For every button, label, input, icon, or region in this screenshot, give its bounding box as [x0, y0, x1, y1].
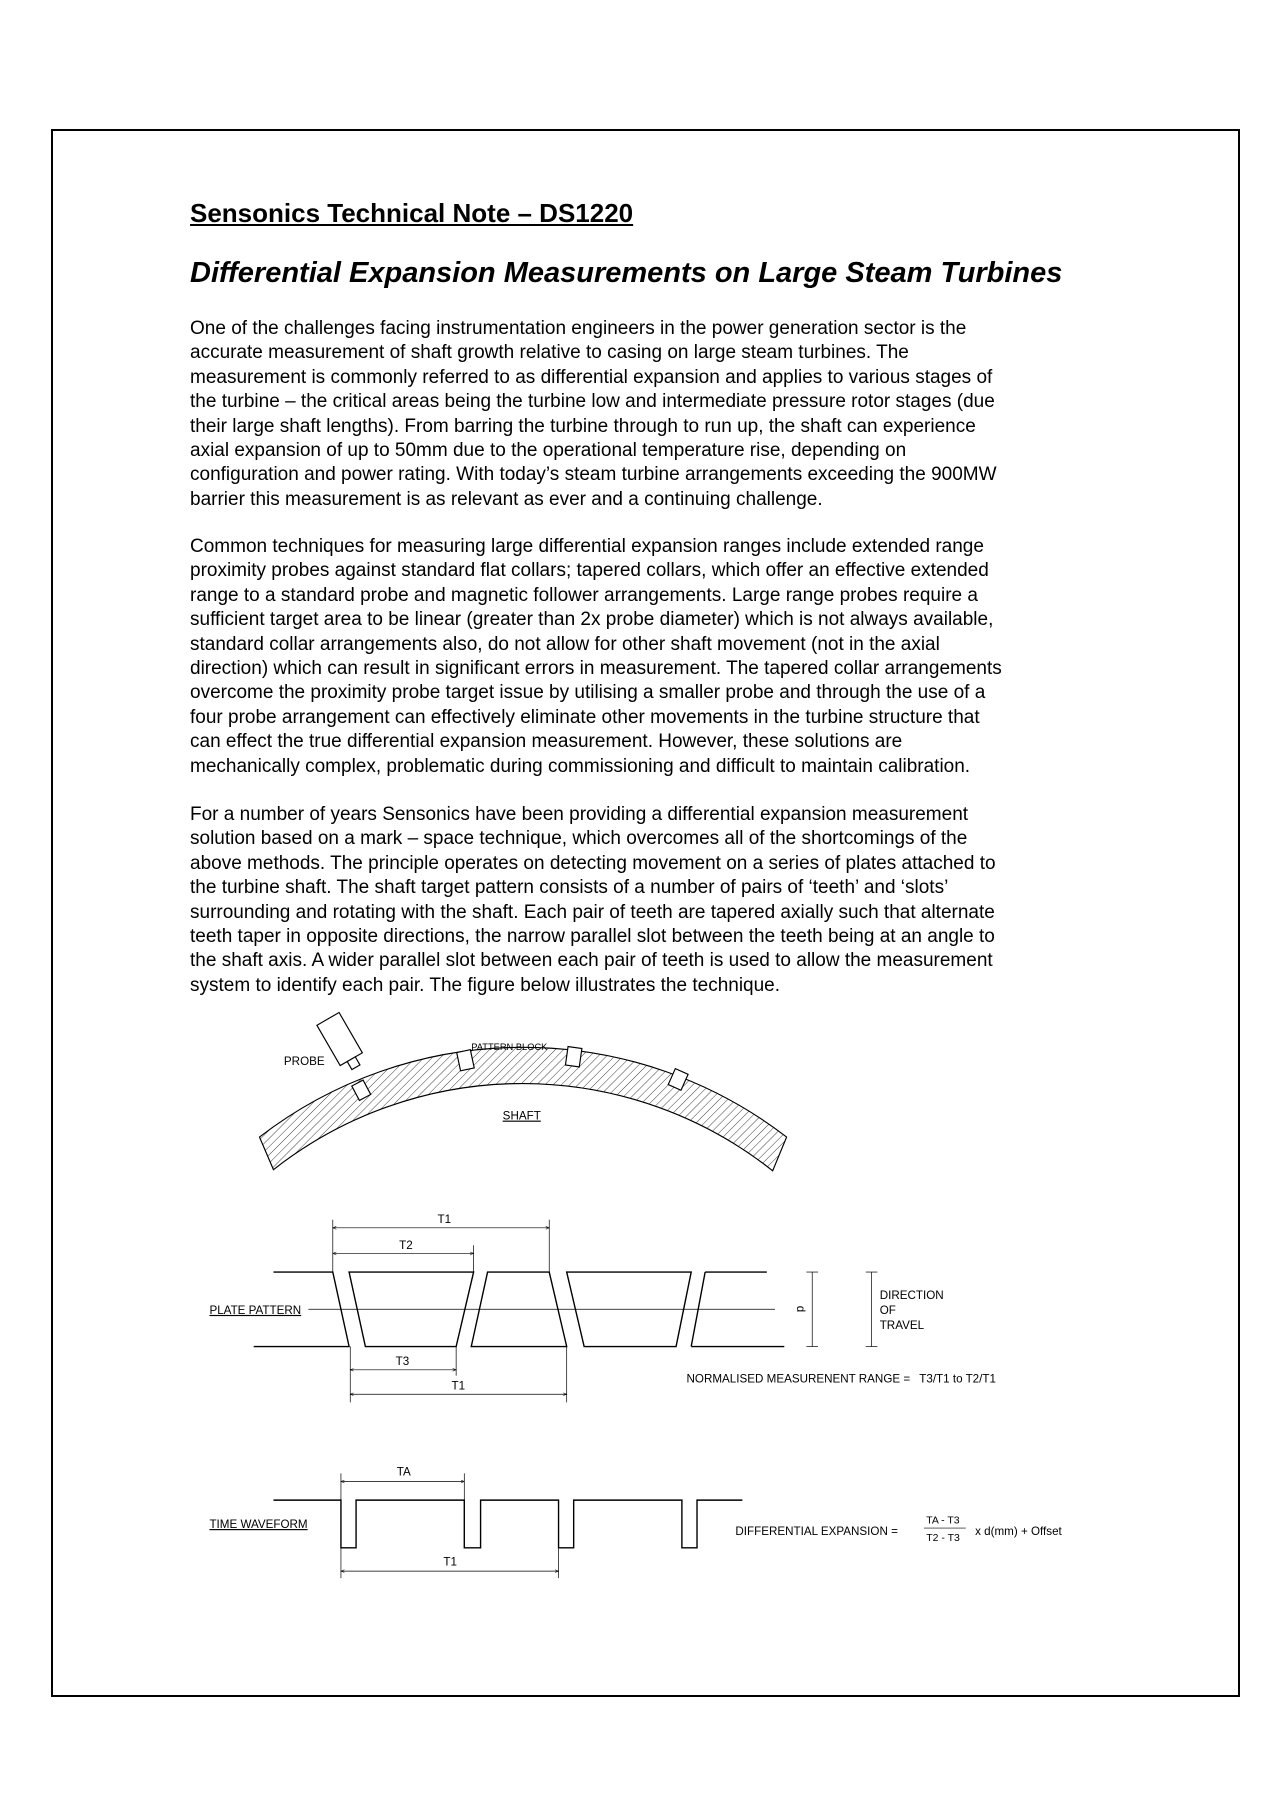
text-line: axial expansion of up to 50mm due to the operational temperature rise, depending on	[190, 440, 907, 462]
document-title: Sensonics Technical Note – DS1220	[190, 198, 634, 228]
d-label: d	[794, 1305, 808, 1313]
text-line: mechanically complex, problematic during commissioning and difficult to maintain calibration.	[190, 755, 971, 777]
text-line: proximity probes against standard flat collars; tapered collars, which offer an effective extended	[190, 560, 989, 582]
text-line: above methods. The principle operates on detecting movement on a series of plates attached to	[190, 852, 996, 874]
t2-label: T2	[399, 1238, 413, 1252]
probe-label: PROBE	[283, 1054, 325, 1068]
text-line: sufficient target area to be linear (greater than 2x probe diameter) which is not always available,	[190, 609, 994, 631]
direction-label: DIRECTION	[879, 1288, 944, 1302]
formula-denominator: T2 - T3	[926, 1532, 960, 1544]
text-line: accurate measurement of shaft growth relative to casing on large steam turbines. The	[190, 342, 909, 364]
plate-pattern-label: PLATE PATTERN	[209, 1303, 302, 1317]
differential-expansion-label: DIFFERENTIAL EXPANSION =	[735, 1525, 898, 1539]
text-line: system to identify each pair. The figure below illustrates the technique.	[190, 974, 781, 996]
text-line: Common techniques for measuring large differential expansion ranges include extended range	[190, 536, 984, 557]
normalised-range-formula: T3/T1 to T2/T1	[919, 1372, 996, 1386]
text-line: barrier this measurement is as relevant as ever and a continuing challenge.	[190, 488, 823, 510]
ta-label: TA	[396, 1465, 411, 1479]
formula-tail: x d(mm) + Offset	[975, 1525, 1062, 1539]
text-line: standard collar arrangements also, do not allow for other shaft movement (not in the axial	[190, 633, 940, 655]
t1-bottom-label: T1	[451, 1379, 466, 1393]
text-line: the turbine – the critical areas being the turbine low and intermediate pressure rotor stages (due	[190, 391, 995, 413]
text-line: their large shaft lengths). From barring the turbine through to run up, the shaft can experience	[190, 415, 976, 437]
shaft-label: SHAFT	[502, 1109, 541, 1123]
text-line: solution based on a mark – space technique, which overcomes all of the shortcomings of the	[190, 828, 968, 850]
t1-top-label: T1	[437, 1213, 452, 1227]
plate-pattern-drawing	[254, 1272, 785, 1346]
t1-waveform-label: T1	[443, 1555, 457, 1569]
pattern-block-label: PATTERN BLOCK	[471, 1041, 548, 1052]
text-line: the turbine shaft. The shaft target pattern consists of a number of pairs of ‘teeth’ and ‘slots’	[190, 877, 949, 899]
text-line: measurement is commonly referred to as differential expansion and applies to various stages of	[190, 366, 993, 388]
text-line: range to a standard probe and magnetic follower arrangements. Large range probes require a	[190, 584, 978, 606]
normalised-range-label: NORMALISED MEASURENENT RANGE =	[686, 1372, 911, 1386]
text-line: configuration and power rating. With today’s steam turbine arrangements exceeding the 900MW	[190, 464, 997, 486]
text-line: the shaft axis. A wider parallel slot between each pair of teeth is used to allow the measurement	[190, 950, 993, 972]
text-line: One of the challenges facing instrumentation engineers in the power generation sector is the	[190, 318, 967, 339]
text-line: surrounding and rotating with the shaft. Each pair of teeth are tapered axially such that alternate	[190, 901, 995, 923]
text-line: four probe arrangement can effectively eliminate other movements in the turbine structure that	[190, 706, 980, 728]
direction-label: OF	[879, 1303, 896, 1317]
time-waveform-drawing	[273, 1500, 742, 1548]
time-waveform-label: TIME WAVEFORM	[209, 1518, 308, 1532]
text-line: For a number of years Sensonics have been providing a differential expansion measurement	[190, 804, 969, 825]
text-line: direction) which can result in significant errors in measurement. The tapered collar arrangements	[190, 658, 1002, 680]
text-line: teeth taper in opposite directions, the narrow parallel slot between the teeth being at an angle to	[190, 926, 995, 948]
document-subtitle: Differential Expansion Measurements on Large Steam Turbines	[190, 257, 1063, 289]
text-line: can effect the true differential expansion measurement. However, these solutions are	[190, 731, 903, 753]
direction-label: TRAVEL	[879, 1319, 925, 1333]
text-line: overcome the proximity probe target issue by utilising a smaller probe and through the use of a	[190, 682, 986, 704]
t3-label: T3	[395, 1355, 410, 1369]
formula-numerator: TA - T3	[926, 1515, 960, 1527]
